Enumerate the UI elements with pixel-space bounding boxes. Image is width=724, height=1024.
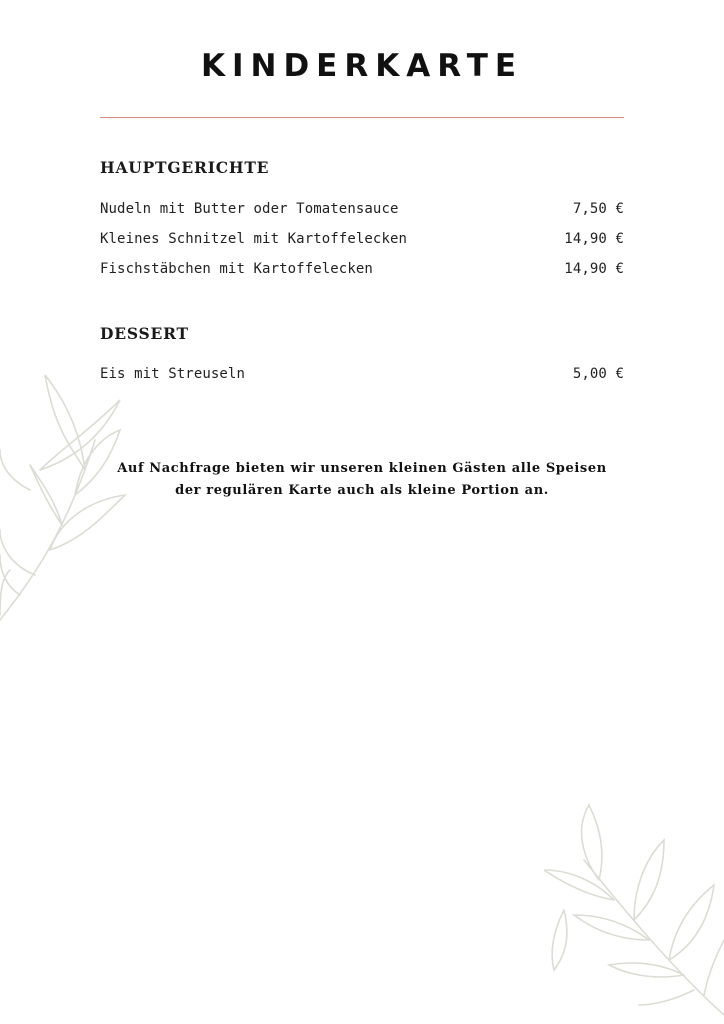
menu-item-name: Kleines Schnitzel mit Kartoffelecken — [100, 231, 408, 247]
menu-item-name: Nudeln mit Butter oder Tomatensauce — [100, 201, 399, 217]
menu-item — [100, 366, 624, 382]
menu-item — [100, 231, 624, 247]
portion-note-line-1: Auf Nachfrage bieten wir unseren kleinen Gästen alle Speisen — [117, 461, 607, 476]
menu-item — [100, 261, 624, 277]
menu-item-name: Eis mit Streuseln — [100, 366, 245, 382]
menu-item-price: 14,90 € — [564, 261, 624, 277]
menu-title: KINDERKARTE — [200, 48, 524, 84]
title-divider — [100, 117, 624, 118]
leaf-decoration-left-icon — [0, 370, 140, 640]
menu-item-price: 5,00 € — [572, 366, 624, 382]
portion-note-line-2: der regulären Karte auch als kleine Portion an. — [175, 483, 549, 498]
leaf-decoration-right-icon — [544, 800, 724, 1024]
menu-item-price: 7,50 € — [572, 201, 624, 217]
portion-note — [80, 458, 644, 502]
menu-item — [100, 201, 624, 217]
section-heading-dessert: DESSERT — [100, 324, 189, 343]
section-heading-hauptgerichte: HAUPTGERICHTE — [100, 158, 270, 177]
menu-item-price: 14,90 € — [564, 231, 624, 247]
menu-item-name: Fischstäbchen mit Kartoffelecken — [100, 261, 373, 277]
